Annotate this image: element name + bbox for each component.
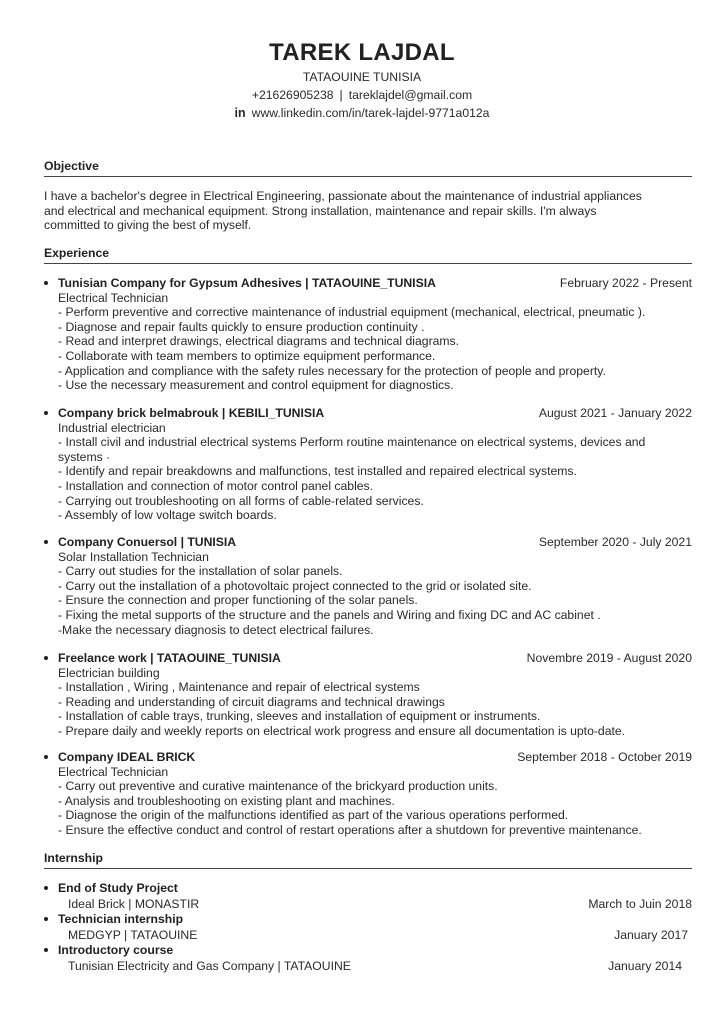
email[interactable]: tareklajdel@gmail.com	[348, 88, 473, 102]
job-task: - Collaborate with team members to optimize equipment performance.	[58, 348, 436, 363]
bullet-icon	[44, 411, 48, 415]
job-task: - Diagnose and repair faults quickly to ensure production continuity .	[58, 319, 425, 334]
job-task: - Installation , Wiring , Maintenance and repair of electrical systems	[58, 680, 420, 695]
company-name: Company brick belmabrouk | KEBILI_TUNISIA	[58, 406, 325, 420]
contact-separator: |	[339, 88, 343, 102]
job-task: - Perform preventive and corrective maintenance of industrial equipment (mechanical, electrical, pneumatic ).	[58, 305, 646, 320]
internship-item-header	[44, 881, 692, 896]
internship-org: Ideal Brick | MONASTIR	[68, 897, 200, 911]
job-dates: September 2020 - July 2021	[538, 535, 692, 549]
objective-line: and electrical and mechanical equipment. Strong installation, maintenance and repair skills. I'm always	[44, 203, 597, 218]
linkedin-line	[0, 104, 724, 122]
internship-org: Tunisian Electricity and Gas Company | TATAOUINE	[68, 959, 351, 973]
job-task: - Application and compliance with the safety rules necessary for the protection of people and property.	[58, 363, 606, 378]
experience-item	[44, 651, 692, 739]
internship-item	[44, 881, 692, 912]
job-task: -Make the necessary diagnosis to detect electrical failures.	[58, 622, 374, 637]
bullet-icon	[44, 540, 48, 544]
internship-details	[44, 927, 692, 943]
job-task: - Read and interpret drawings, electrical diagrams and technical diagrams.	[58, 334, 460, 349]
internship-heading: Internship	[44, 851, 692, 869]
experience-item-header	[44, 750, 692, 765]
bullet-icon	[44, 755, 48, 759]
internship-date: January 2014	[608, 959, 682, 973]
job-task: - Carry out preventive and curative maintenance of the brickyard production units.	[58, 779, 498, 794]
internship-details	[44, 896, 692, 912]
job-task: - Ensure the connection and proper functioning of the solar panels.	[58, 593, 418, 608]
job-task: - Assembly of low voltage switch boards.	[58, 508, 277, 523]
experience-item	[44, 406, 692, 523]
bullet-icon	[44, 656, 48, 660]
internship-item	[44, 943, 692, 974]
experience-item-header	[44, 535, 692, 550]
internship-org: MEDGYP | TATAOUINE	[68, 928, 198, 942]
job-task: - Diagnose the origin of the malfunctions identified as part of the various operations performed.	[58, 808, 569, 823]
experience-item-header	[44, 406, 692, 421]
experience-item	[44, 535, 692, 637]
company-name: Company IDEAL BRICK	[58, 750, 196, 764]
job-task: - Identify and repair breakdowns and malfunctions, test installed and repaired electrical systems.	[58, 464, 577, 479]
job-role: Electrician building	[58, 665, 160, 680]
experience-item	[44, 276, 692, 393]
company-name: Tunisian Company for Gypsum Adhesives | TATAOUINE_TUNISIA	[58, 276, 436, 290]
job-dates: September 2018 - October 2019	[517, 750, 692, 764]
job-role: Electrical Technician	[58, 764, 169, 779]
internship-item-header	[44, 912, 692, 927]
objective-heading: Objective	[44, 159, 692, 177]
company-name: Company Conuersol | TUNISIA	[58, 535, 237, 549]
linkedin-icon: in	[234, 106, 246, 120]
company-name: Freelance work | TATAOUINE_TUNISIA	[58, 651, 281, 665]
job-task: - Install civil and industrial electrical systems Perform routine maintenance on electrical systems, devices and	[58, 435, 646, 450]
bullet-icon	[44, 281, 48, 285]
job-role: Industrial electrician	[58, 420, 166, 435]
contact-line	[0, 86, 724, 104]
internship-details	[44, 958, 692, 974]
internship-date: January 2017	[614, 928, 688, 942]
experience-item	[44, 750, 692, 838]
internship-title: Technician internship	[58, 912, 184, 926]
job-dates: Novembre 2019 - August 2020	[526, 651, 692, 665]
job-dates: August 2021 - January 2022	[538, 406, 692, 420]
experience-item-header	[44, 651, 692, 666]
objective-line: committed to giving the best of myself.	[44, 218, 252, 233]
job-task: - Reading and understanding of circuit diagrams and technical drawings	[58, 694, 445, 709]
objective-text	[44, 189, 694, 233]
internship-item	[44, 912, 692, 943]
linkedin-url[interactable]: www.linkedin.com/in/tarek-lajdel-9771a012a	[251, 106, 490, 120]
job-task: - Installation of cable trays, trunking, sleeves and installation of equipment or instruments.	[58, 709, 541, 724]
bullet-icon	[44, 948, 48, 952]
job-task: - Ensure the effective conduct and control of restart operations after a shutdown for preventive maintenance.	[58, 822, 642, 837]
experience-heading: Experience	[44, 246, 692, 264]
job-role: Electrical Technician	[58, 290, 169, 305]
job-task: - Use the necessary measurement and control equipment for diagnostics.	[58, 378, 454, 393]
internship-item-header	[44, 943, 692, 958]
internship-date: March to Juin 2018	[588, 897, 692, 911]
job-task: - Prepare daily and weekly reports on electrical work progress and ensure all documentation is upto-date.	[58, 723, 626, 738]
candidate-name: TAREK LAJDAL	[269, 39, 455, 66]
job-task: - Carry out studies for the installation of solar panels.	[58, 564, 343, 579]
phone: +21626905238	[251, 88, 334, 102]
job-task: - Carry out the installation of a photovoltaic project connected to the grid or isolated site.	[58, 578, 532, 593]
experience-item-header	[44, 276, 692, 291]
job-task: - Analysis and troubleshooting on existing plant and machines.	[58, 793, 395, 808]
location: TATAOUINE TUNISIA	[302, 70, 422, 84]
job-task: systems ·	[58, 449, 111, 464]
resume-header	[0, 38, 724, 122]
bullet-icon	[44, 917, 48, 921]
bullet-icon	[44, 886, 48, 890]
job-task: - Installation and connection of motor control panel cables.	[58, 478, 374, 493]
job-role: Solar Installation Technician	[58, 549, 209, 564]
objective-line: I have a bachelor's degree in Electrical Engineering, passionate about the maintenance of industrial appliances	[44, 189, 642, 203]
internship-title: End of Study Project	[58, 881, 178, 895]
internship-title: Introductory course	[58, 943, 174, 957]
job-dates: February 2022 - Present	[559, 276, 692, 290]
job-task: - Fixing the metal supports of the structure and the panels and Wiring and fixing DC and AC cabinet .	[58, 607, 601, 622]
job-task: - Carrying out troubleshooting on all forms of cable-related services.	[58, 493, 424, 508]
